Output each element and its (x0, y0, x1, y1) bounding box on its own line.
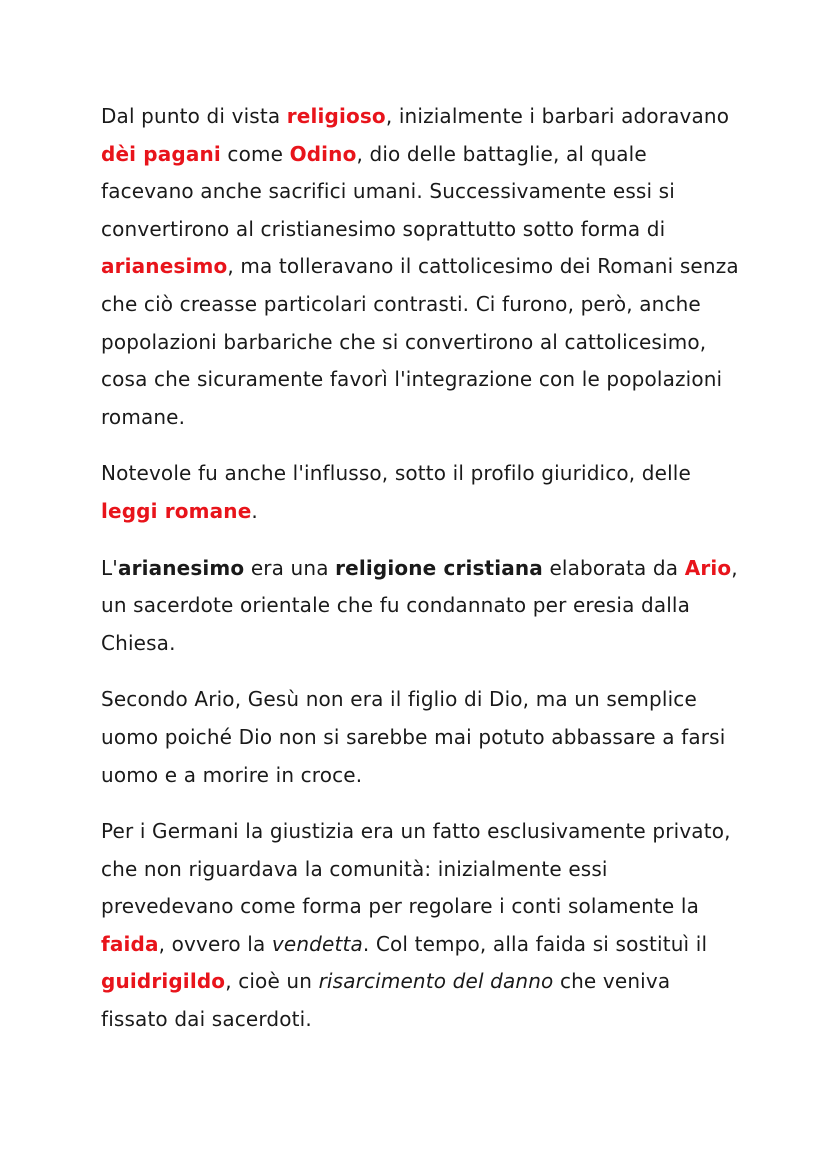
paragraph-roman-law (101, 455, 741, 530)
document-page (101, 98, 741, 1058)
text-segment: come (220, 141, 290, 166)
keyword-faida: faida (101, 931, 159, 956)
keyword-guidrigildo: guidrigildo (101, 969, 226, 994)
term-arianesimo: arianesimo (117, 555, 245, 580)
keyword-religioso: religioso (286, 104, 386, 128)
text-segment: , cioè un (225, 969, 319, 994)
text-segment: Notevole fu anche l'influsso, sotto il profilo giuridico, delle (101, 461, 691, 486)
text-segment: , inizialmente i barbari adoravano (385, 104, 730, 128)
keyword-odino: Odino (289, 141, 357, 166)
keyword-ario: Ario (684, 555, 732, 580)
text-segment: elaborata da (542, 555, 685, 580)
keyword-arianesimo: arianesimo (101, 254, 228, 279)
term-religione-cristiana: religione cristiana (335, 555, 543, 580)
keyword-dei-pagani: dèi pagani (101, 141, 221, 166)
text-segment: Per i Germani la giustizia era un fatto esclusivamente privato, che non riguardava la comunità: inizialmente essi prevedevano come forma per regolare i conti solamente la (101, 819, 731, 919)
text-segment: L' (101, 555, 118, 580)
paragraph-religion (101, 98, 741, 436)
text-segment: . Col tempo, alla faida si sostituì il (362, 931, 708, 956)
term-risarcimento-del-danno: risarcimento del danno (318, 969, 554, 994)
paragraph-ario-doctrine (101, 681, 741, 794)
text-segment: , ovvero la (158, 931, 272, 956)
text-segment: , dio delle battaglie, al quale facevano anche sacrifici umani. Successivamente essi si convertirono al cristianesimo soprattutto sotto forma di (101, 141, 675, 241)
text-segment: che veniva fissato dai sacerdoti. (101, 969, 671, 1032)
keyword-leggi-romane: leggi romane (101, 498, 252, 523)
text-segment: . (251, 498, 258, 523)
text-segment: Secondo Ario, Gesù non era il figlio di Dio, ma un semplice uomo poiché Dio non si sarebbe mai potuto abbassare a farsi uomo e a morire in croce. (101, 687, 726, 787)
text-segment: , ma tolleravano il cattolicesimo dei Romani senza che ciò creasse particolari contrasti. Ci furono, però, anche popolazioni barbariche che si convertirono al cattolicesimo, cosa che sicuramente favorì l'integrazione con le popolazioni romane. (101, 254, 739, 429)
text-segment: era una (244, 555, 336, 580)
paragraph-arianism-definition (101, 550, 741, 663)
text-segment: Dal punto di vista (101, 104, 287, 128)
paragraph-germanic-justice (101, 813, 741, 1039)
text-segment: , un sacerdote orientale che fu condannato per eresia dalla Chiesa. (101, 555, 738, 655)
term-vendetta: vendetta (271, 931, 363, 956)
